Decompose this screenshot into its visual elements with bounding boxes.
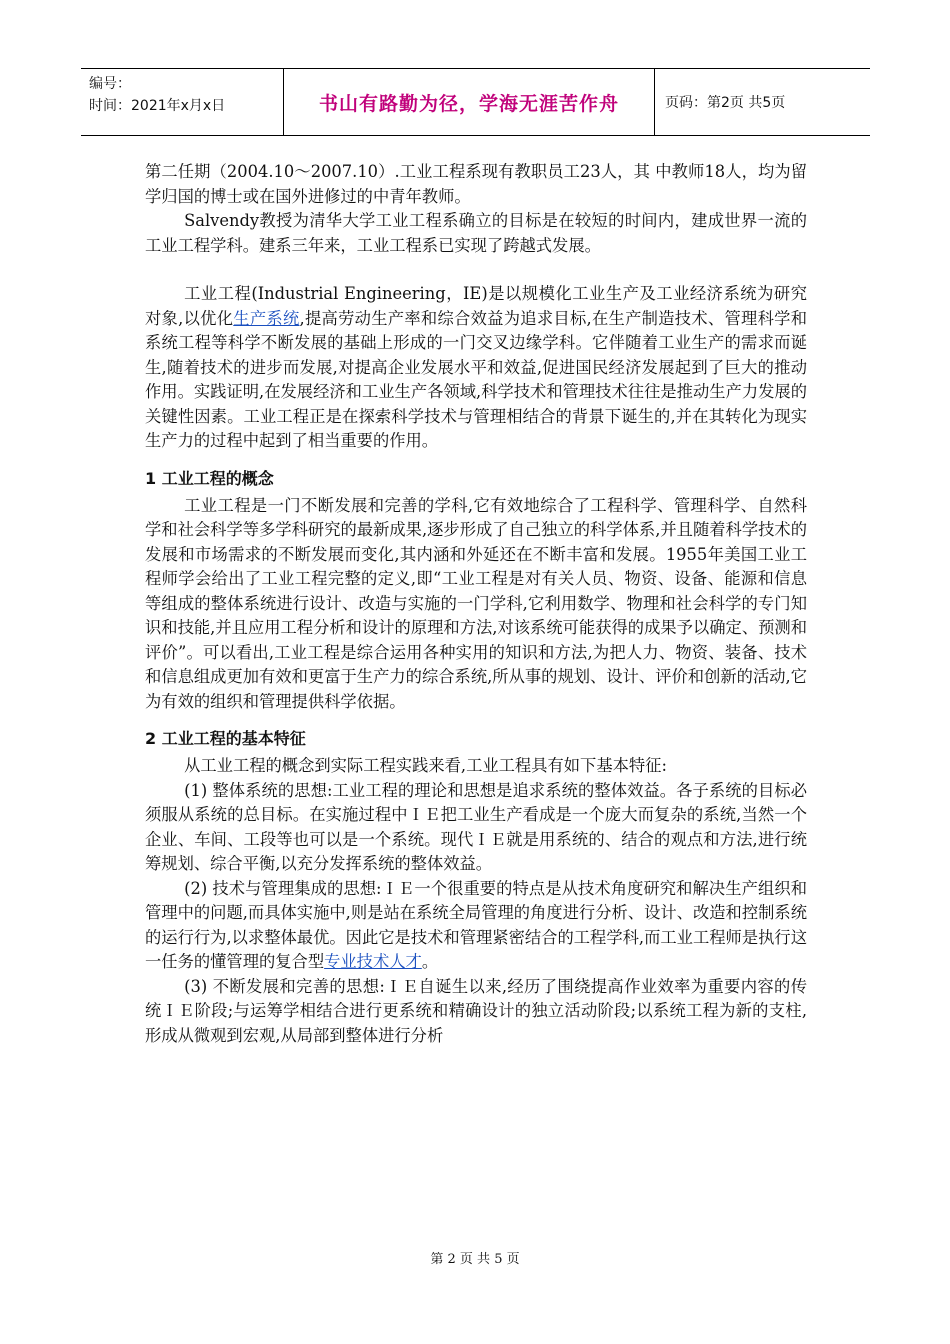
paragraph-8: (3) 不断发展和完善的思想:ＩＥ自诞生以来,经历了围绕提高作业效率为重要内容的传统ＩＥ阶段;与运筹学相结合进行更系统和精确设计的独立活动阶段;以系统工程为新的支柱,形成从微观到宏观,从局部到整体进行分析	[145, 976, 807, 1045]
header-page-number: 页码：第2页 共5页	[665, 95, 786, 111]
paragraph-7-text-a: (2) 技术与管理集成的思想:ＩＥ一个很重要的特点是从技术角度研究和解决生产组织和管理中的问题,而具体实施中,则是站在系统全局管理的角度进行分析、设计、改造和控制系统的运行行为,以求整体最优。因此它是技术和管理紧密结合的工程学科,而工业工程师是执行这一任务的懂管理的复合型	[145, 878, 807, 971]
paragraph-5: 从工业工程的概念到实际工程实践来看,工业工程具有如下基本特征:	[184, 756, 667, 775]
document-body	[145, 160, 807, 1048]
paragraph-3-text-a: 工业工程(Industrial Engineering，IE)是以规模化工业生产及工业经济系统为研究对象,以优化	[145, 284, 807, 328]
header-motto: 书山有路勤为径，学海无涯苦作舟	[284, 69, 655, 135]
header-meta	[81, 69, 284, 135]
page-header	[81, 68, 870, 136]
paragraph-7-text-b: 。	[421, 952, 439, 971]
paragraph-3	[145, 282, 807, 454]
paragraph-2: Salvendy教授为清华大学工业工程系确立的目标是在较短的时间内，建成世界一流的工业工程学科。建系三年来，工业工程系已实现了跨越式发展。	[145, 211, 807, 255]
blank-line	[145, 258, 807, 282]
paragraph-7	[145, 877, 807, 975]
paragraph-6: (1) 整体系统的思想:工业工程的理论和思想是追求系统的整体效益。各子系统的目标必须服从系统的总目标。在实施过程中ＩＥ把工业生产看成是一个庞大而复杂的系统,当然一个企业、车间、工段等也可以是一个系统。现代ＩＥ就是用系统的、结合的观点和方法,进行统筹规划、综合平衡,以充分发挥系统的整体效益。	[145, 780, 807, 873]
paragraph-1: 第二任期（2004.10～2007.10）.工业工程系现有教职员工23人，其 中教师18人，均为留学归国的博士或在国外进修过的中青年教师。	[145, 162, 807, 206]
header-number: 编号：	[89, 76, 131, 92]
production-system-link[interactable]: 生产系统	[233, 308, 300, 328]
paragraph-3-text-b: ,提高劳动生产率和综合效益为追求目标,在生产制造技术、管理科学和系统工程等科学不断发展的基础上形成的一门交叉边缘学科。它伴随着工业生产的需求而诞生,随着技术的进步而发展,对提高企业发展水平和效益,促进国民经济发展起到了巨大的推动作用。实践证明,在发展经济和工业生产各领域,科学技术和管理技术往往是推动生产力发展的关键性因素。工业工程正是在探索科学技术与管理相结合的背景下诞生的,并在其转化为现实生产力的过程中起到了相当重要的作用。	[145, 308, 807, 450]
section-heading-2: 2 工业工程的基本特征	[145, 729, 306, 748]
header-time: 时间：2021年x月x日	[89, 98, 226, 114]
paragraph-4: 工业工程是一门不断发展和完善的学科,它有效地综合了工程科学、管理科学、自然科学和社会科学等多学科研究的最新成果,逐步形成了自己独立的科学体系,并且随着科学技术的发展和市场需求的不断发展而变化,其内涵和外延还在不断丰富和发展。1955年美国工业工程师学会给出了工业工程完整的定义,即“工业工程是对有关人员、物资、设备、能源和信息等组成的整体系统进行设计、改造与实施的一门学科,它利用数学、物理和社会科学的专门知识和技能,并且应用工程分析和设计的原理和方法,对该系统可能获得的成果予以确定、预测和评价”。可以看出,工业工程是综合运用各种实用的知识和方法,为把人力、物资、装备、技术和信息组成更加有效和更富于生产力的综合系统,所从事的规划、设计、评价和创新的活动,它为有效的组织和管理提供科学依据。	[145, 495, 807, 711]
section-heading-1: 1 工业工程的概念	[145, 468, 274, 488]
page-footer: 第 2 页 共 5 页	[430, 1252, 520, 1267]
professional-talent-link[interactable]: 专业技术人才	[324, 952, 422, 971]
